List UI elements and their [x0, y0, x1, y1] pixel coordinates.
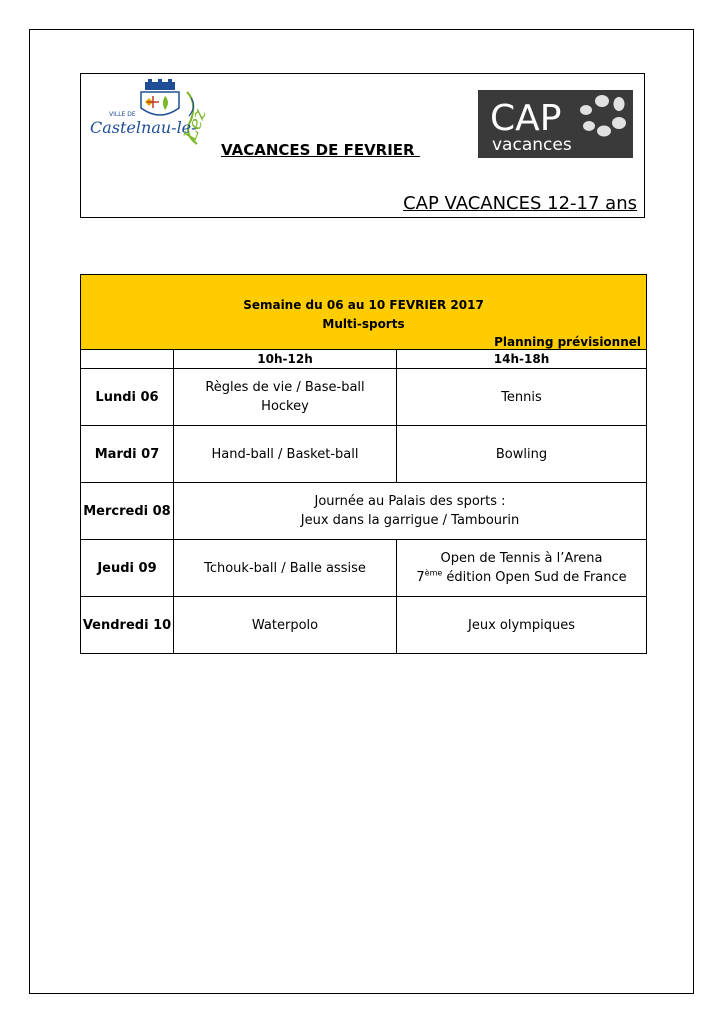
day-cell: Mardi 07	[81, 426, 174, 483]
logo-lez: Lez	[179, 106, 211, 144]
edition-ordinal: ème	[424, 568, 443, 578]
afternoon-cell	[397, 426, 647, 483]
activity-line: Journée au Palais des sports :	[314, 494, 506, 509]
day-cell: Lundi 06	[81, 369, 174, 426]
cap-vacances-logo	[478, 90, 633, 158]
morning-cell	[174, 369, 397, 426]
column-header-afternoon: 14h-18h	[397, 350, 647, 369]
column-header-morning: 10h-12h	[174, 350, 397, 369]
afternoon-cell	[397, 369, 647, 426]
activity-line: Open de Tennis à l’Arena	[440, 551, 603, 566]
column-header-day	[81, 350, 174, 369]
day-cell: Vendredi 10	[81, 597, 174, 654]
activity-line: Bowling	[495, 446, 548, 462]
schedule-banner	[81, 275, 647, 350]
table-row	[81, 483, 647, 540]
activity-line: Waterpolo	[251, 617, 319, 633]
activity-line	[397, 568, 646, 587]
activity-line: Jeux dans la garrigue / Tambourin	[300, 513, 520, 528]
page-heading: VACANCES DE FEVRIER	[221, 141, 420, 159]
logo-cap-text: CAP	[490, 98, 562, 139]
afternoon-cell	[397, 597, 647, 654]
logo-vacances-text: vacances	[492, 135, 572, 155]
logo-ville-de: VILLE DE	[109, 111, 136, 118]
page-subtitle: CAP VACANCES 12-17 ans	[403, 193, 637, 214]
theme-label: Multi-sports	[322, 317, 405, 331]
logo-castelnau: Castelnau-le-	[90, 118, 197, 137]
schedule-table	[80, 274, 647, 654]
table-row	[81, 597, 647, 654]
morning-cell	[174, 597, 397, 654]
activity-line: Tennis	[501, 389, 542, 405]
full-day-cell	[174, 483, 647, 540]
table-row	[81, 426, 647, 483]
flower-icon	[580, 95, 626, 137]
activity-line: Tchouk-ball / Balle assise	[204, 560, 366, 576]
day-cell: Jeudi 09	[81, 540, 174, 597]
week-label: Semaine du 06 au 10 FEVRIER 2017	[243, 298, 484, 312]
activity-line: Jeux olympiques	[468, 617, 575, 633]
table-row	[81, 369, 647, 426]
planning-note: Planning prévisionnel	[494, 335, 642, 349]
activity-line: Règles de vie / Base-ball	[205, 380, 365, 395]
morning-cell	[174, 540, 397, 597]
activity-line: Hockey	[261, 399, 309, 414]
activity-line: Hand-ball / Basket-ball	[211, 446, 359, 462]
edition-number: 7	[416, 570, 425, 585]
afternoon-cell	[397, 540, 647, 597]
edition-text: édition Open Sud de France	[442, 570, 627, 585]
table-row	[81, 540, 647, 597]
castelnau-le-lez-logo	[87, 78, 217, 158]
crest-icon	[141, 79, 179, 115]
morning-cell	[174, 426, 397, 483]
day-cell: Mercredi 08	[81, 483, 174, 540]
